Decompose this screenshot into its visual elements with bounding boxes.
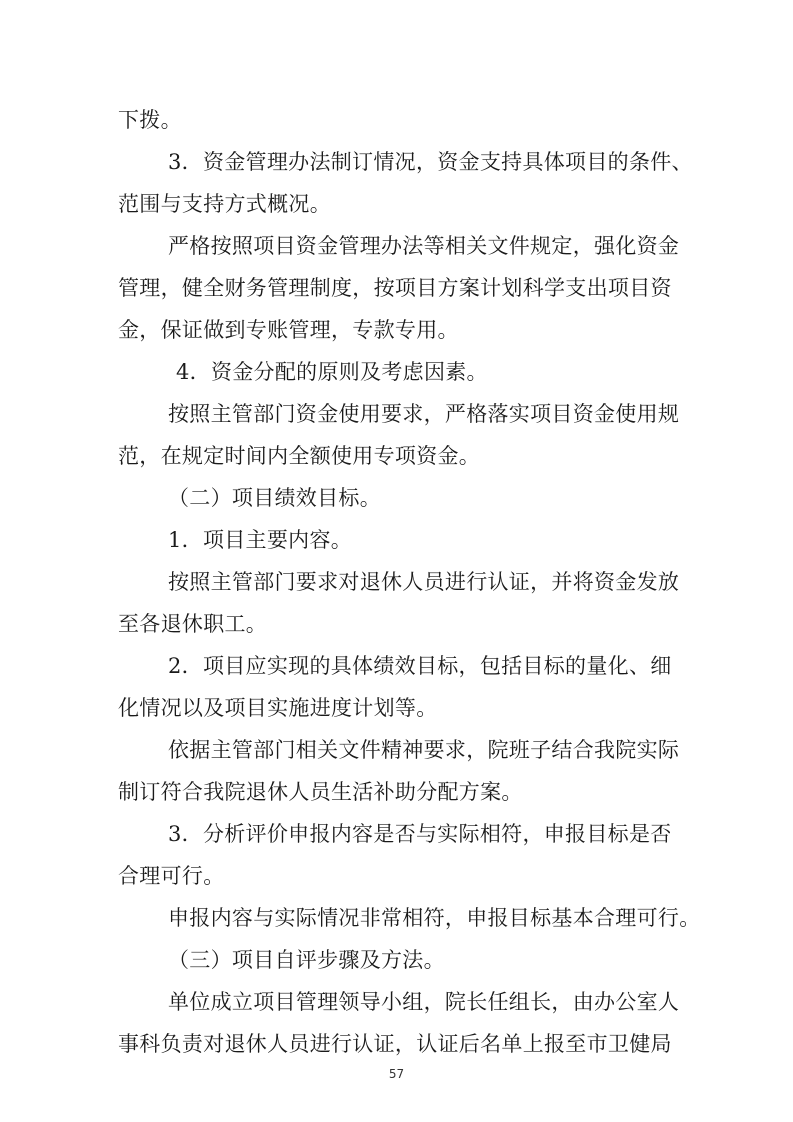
section-heading: 4．资金分配的原则及考虑因素。 [176,360,488,384]
section-heading: （三）项目自评步骤及方法。 [168,948,445,972]
paragraph-line: 单位成立项目管理领导小组，院长任组长，由办公室人 [168,990,680,1014]
section-heading: 3．分析评价申报内容是否与实际相符，申报目标是否 [168,822,672,846]
text-line: 范围与支持方式概况。 [118,192,331,216]
text-line: 下拨。 [118,108,182,132]
paragraph-line: 管理，健全财务管理制度，按项目方案计划科学支出项目资 [118,276,672,300]
paragraph-line: 按照主管部门要求对退休人员进行认证，并将资金发放 [168,570,680,594]
section-heading: 1．项目主要内容。 [168,528,353,552]
paragraph-line: 按照主管部门资金使用要求，严格落实项目资金使用规 [168,402,680,426]
section-heading: （二）项目绩效目标。 [168,486,381,510]
paragraph-line: 范，在规定时间内全额使用专项资金。 [118,444,481,468]
paragraph-line: 严格按照项目资金管理办法等相关文件规定，强化资金 [168,234,680,258]
text-line: 合理可行。 [118,864,225,888]
paragraph-line: 申报内容与实际情况非常相符，申报目标基本合理可行。 [168,906,701,930]
page-number: 57 [388,1067,405,1081]
paragraph-line: 金，保证做到专账管理，专款专用。 [118,318,459,342]
text-line: 化情况以及项目实施进度计划等。 [118,696,438,720]
section-heading: 2．项目应实现的具体绩效目标，包括目标的量化、细 [168,654,672,678]
paragraph-line: 事科负责对退休人员进行认证，认证后名单上报至市卫健局 [118,1032,672,1056]
paragraph-line: 至各退休职工。 [118,612,268,636]
paragraph-line: 依据主管部门相关文件精神要求，院班子结合我院实际 [168,738,680,762]
paragraph-line: 制订符合我院退休人员生活补助分配方案。 [118,780,523,804]
section-heading: 3．资金管理办法制订情况，资金支持具体项目的条件、 [168,150,693,174]
